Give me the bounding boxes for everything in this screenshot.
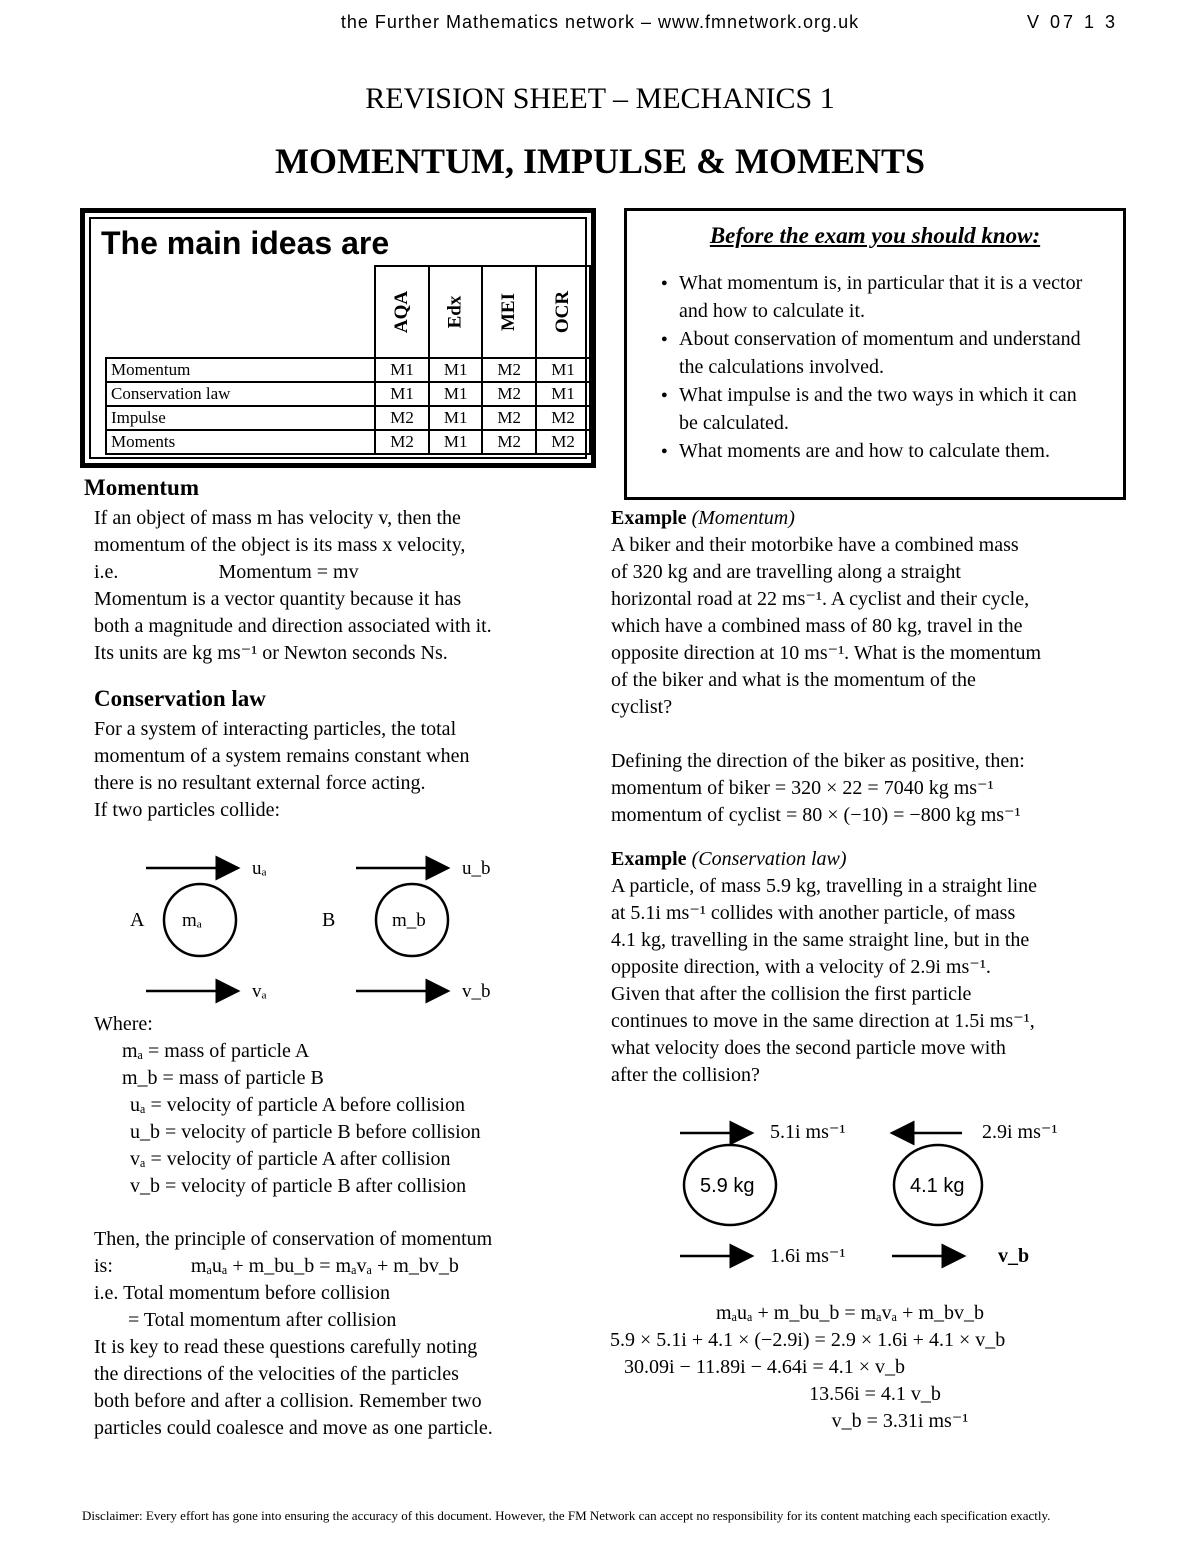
list-item: ● What moments are and how to calculate them.	[657, 437, 1097, 465]
label-u1: 5.1i ms⁻¹	[770, 1121, 846, 1143]
label-u2: 2.9i ms⁻¹	[982, 1121, 1058, 1143]
example-momentum: Example (Momentum) A biker and their motorbike have a combined mass of 320 kg and are travelling along a straight horizontal road at 22 ms⁻¹. A cyclist and their cycle, which have a combined mass of 80 kg, travel in the opposite direction at 10 ms⁻¹. What is the momentum of the biker and what is the momentum of the cyclist? Defining the direction of the biker as positive, then: momentum of biker = 320 × 22 = 7040 kg ms⁻¹ momentum of cyclist = 80 × (−10) = −800 kg ms⁻¹	[611, 507, 1042, 826]
main-ideas-box	[80, 208, 596, 468]
principle-text: Then, the principle of conservation of momentum is: mₐuₐ + m_bu_b = mₐvₐ + m_bv_b i.e. Total momentum before collision = Total momentum after collision It is key to read these questions carefully noting the directions of the velocities of the particles both before and after a collision. Remember two particles could coalesce and move as one particle.	[94, 1228, 493, 1439]
conservation-heading: Conservation law	[94, 686, 266, 711]
collision-diagram	[110, 850, 510, 1010]
main-ideas-heading: The main ideas are	[101, 225, 390, 261]
list-item: ● About conservation of momentum and understand the calculations involved.	[657, 325, 1097, 381]
page-title: REVISION SHEET – MECHANICS 1	[365, 82, 835, 115]
label-ub: u_b	[462, 858, 491, 879]
before-exam-list	[657, 269, 1097, 465]
label-mb: m_b	[392, 910, 426, 931]
label-va: vₐ	[252, 981, 267, 1002]
label-ma: mₐ	[182, 910, 202, 931]
where-text: Where: mₐ = mass of particle A m_b = mass of particle B uₐ = velocity of particle A before collision u_b = velocity of particle B before collision vₐ = velocity of particle A after collision v_b = velocity of particle B after collision	[94, 1013, 481, 1197]
disclaimer: Disclaimer: Every effort has gone into ensuring the accuracy of this document. However, the FM Network can accept no responsibility for its content matching each specification exactly.	[82, 1508, 1051, 1523]
label-v1: 1.6i ms⁻¹	[770, 1245, 846, 1267]
col-header: OCR	[536, 266, 590, 358]
col-header: AQA	[375, 266, 429, 358]
before-exam-box	[624, 208, 1126, 500]
table-row: Moments M2 M1 M2 M2	[106, 430, 590, 454]
version-label: V 07 1 3	[1026, 12, 1118, 32]
table-row: Momentum M1 M1 M2 M1	[106, 358, 590, 382]
label-vb: v_b	[462, 981, 491, 1002]
example-conservation: Example (Conservation law) A particle, of mass 5.9 kg, travelling in a straight line at 5.1i ms⁻¹ collides with another particle, of mass 4.1 kg, travelling in the same straight line, but in the opposite direction, with a velocity of 2.9i ms⁻¹. Given that after the collision the first particle continues to move in the same direction at 1.5i ms⁻¹, what velocity does the second particle move with after the collision?	[611, 848, 1038, 1086]
label-B: B	[322, 909, 336, 931]
main-ideas-table	[105, 265, 591, 455]
before-exam-heading: Before the exam you should know:	[709, 223, 1041, 248]
list-item: ● What momentum is, in particular that it is a vector and how to calculate it.	[657, 269, 1097, 325]
col-header: Edx	[429, 266, 482, 358]
table-row: Impulse M2 M1 M2 M2	[106, 406, 590, 430]
table-row: Conservation law M1 M1 M2 M1	[106, 382, 590, 406]
list-item: ● What impulse is and the two ways in which it can be calculated.	[657, 381, 1097, 437]
label-A: A	[130, 909, 145, 931]
page-subtitle: MOMENTUM, IMPULSE & MOMENTS	[275, 141, 925, 181]
label-m1: 5.9 kg	[700, 1175, 755, 1197]
label-ua: uₐ	[252, 858, 267, 879]
label-v2: v_b	[998, 1245, 1030, 1267]
collision-diagram-2	[670, 1110, 1110, 1280]
momentum-text: If an object of mass m has velocity v, then the momentum of the object is its mass x velocity, i.e. Momentum = mv Momentum is a vector quantity because it has both a magnitude and direction associated with it. Its units are kg ms⁻¹ or Newton seconds Ns.	[94, 507, 492, 664]
col-header: MEI	[482, 266, 536, 358]
working: mₐuₐ + m_bu_b = mₐvₐ + m_bv_b 5.9 × 5.1i + 4.1 × (−2.9i) = 2.9 × 1.6i + 4.1 × v_b 30.09i − 11.89i − 4.64i = 4.1 × v_b 13.56i = 4.1 v_b v_b = 3.31i ms⁻¹	[610, 1302, 1006, 1432]
momentum-heading: Momentum	[84, 475, 199, 500]
conservation-text: For a system of interacting particles, the total momentum of a system remains constant when there is no resultant external force acting. If two particles collide:	[94, 718, 470, 821]
label-m2: 4.1 kg	[910, 1175, 965, 1197]
network-url: the Further Mathematics network – www.fmnetwork.org.uk	[340, 12, 860, 32]
